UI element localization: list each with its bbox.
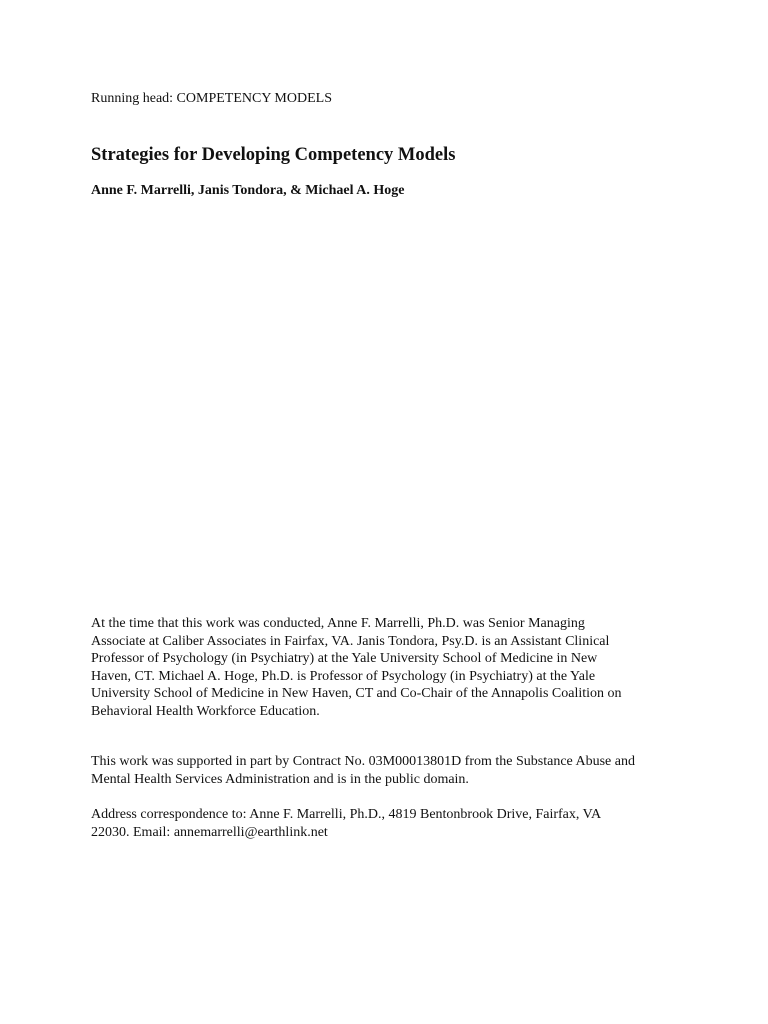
affiliation-line: University School of Medicine in New Haven, CT and Co-Chair of the Annapolis Coalition on (91, 686, 622, 701)
affiliation-note (91, 615, 691, 720)
document-title: Strategies for Developing Competency Models (91, 145, 456, 165)
affiliation-line: Behavioral Health Workforce Education. (91, 703, 320, 719)
correspondence-line: Address correspondence to: Anne F. Marrelli, Ph.D., 4819 Bentonbrook Drive, Fairfax, VA (91, 807, 602, 822)
correspondence-line: 22030. Email: annemarrelli@earthlink.net (91, 824, 328, 840)
running-head: Running head: COMPETENCY MODELS (91, 91, 332, 106)
affiliation-line: At the time that this work was conducted, Anne F. Marrelli, Ph.D. was Senior Managing (91, 616, 585, 631)
funding-line: Mental Health Services Administration and is in the public domain. (91, 771, 469, 787)
funding-note (91, 753, 691, 788)
affiliation-line: Haven, CT. Michael A. Hoge, Ph.D. is Professor of Psychology (in Psychiatry) at the Yale (91, 668, 596, 684)
author-list: Anne F. Marrelli, Janis Tondora, & Michael A. Hoge (91, 183, 405, 198)
affiliation-line: Associate at Caliber Associates in Fairfax, VA. Janis Tondora, Psy.D. is an Assistant Clinical (91, 633, 610, 649)
affiliation-line: Professor of Psychology (in Psychiatry) at the Yale University School of Medicine in New (91, 651, 598, 666)
funding-line: This work was supported in part by Contract No. 03M00013801D from the Substance Abuse and (91, 754, 635, 769)
correspondence-note (91, 806, 691, 841)
